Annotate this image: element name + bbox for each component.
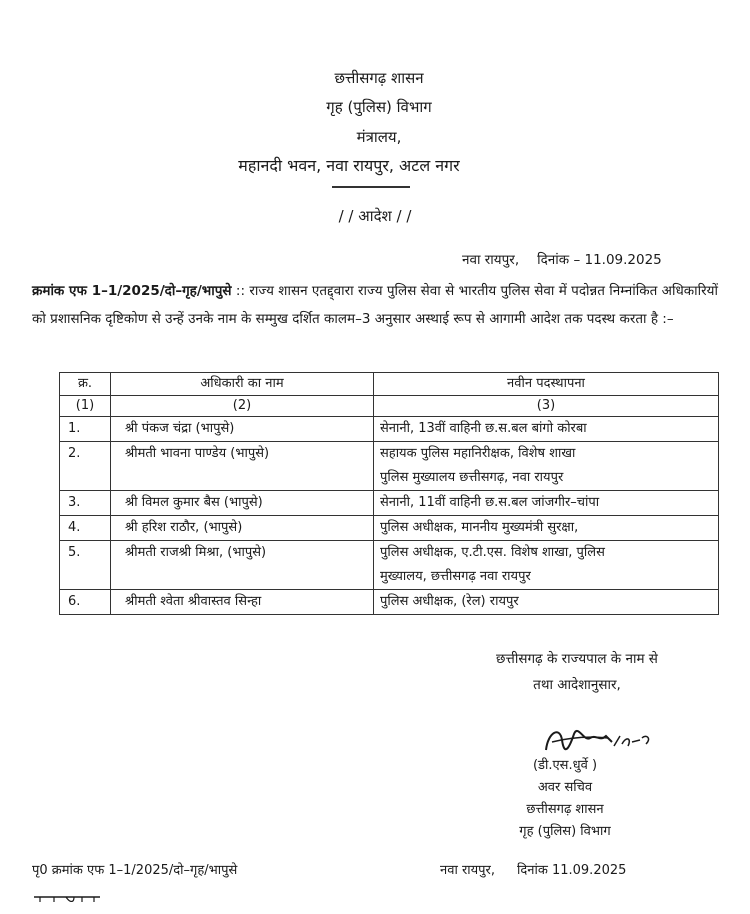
posting-line: सहायक पुलिस महानिरीक्षक, विशेष शाखा bbox=[380, 446, 576, 461]
order-date: दिनांक – 11.09.2025 bbox=[537, 252, 662, 268]
row-officer-name: श्रीमती राजश्री मिश्रा, (भापुसे) bbox=[111, 541, 374, 590]
table-row bbox=[60, 417, 719, 442]
department-name: गृह (पुलिस) विभाग bbox=[326, 98, 432, 116]
row-officer-name: श्रीमती भावना पाण्डेय (भापुसे) bbox=[111, 442, 374, 491]
table-row bbox=[60, 541, 719, 590]
ministry-name: मंत्रालय, bbox=[356, 128, 402, 146]
order-place: नवा रायपुर, bbox=[462, 252, 520, 268]
order-authority-line2: तथा आदेशानुसार, bbox=[533, 677, 621, 693]
table-row bbox=[60, 442, 719, 491]
row-serial: 1. bbox=[60, 417, 111, 442]
order-authority-line1: छत्तीसगढ़ के राज्यपाल के नाम से bbox=[496, 651, 658, 667]
officer-name: (डी.एस.धुर्वे ) bbox=[532, 758, 598, 773]
officer-department: गृह (पुलिस) विभाग bbox=[519, 824, 611, 839]
order-dateline bbox=[462, 250, 662, 268]
posting-line: सेनानी, 11वीं वाहिनी छ.स.बल जांजगीर–चांपा bbox=[380, 495, 600, 510]
table-row bbox=[60, 590, 719, 615]
row-serial: 2. bbox=[60, 442, 111, 491]
table-column-number-row bbox=[60, 396, 719, 417]
officer-designation: अवर सचिव bbox=[537, 780, 593, 795]
row-posting bbox=[374, 516, 719, 541]
endorsement-date: दिनांक 11.09.2025 bbox=[517, 863, 627, 878]
posting-line: मुख्यालय, छत्तीसगढ़ नवा रायपुर bbox=[380, 569, 531, 584]
col-number: (3) bbox=[374, 396, 719, 417]
posting-table bbox=[59, 372, 719, 615]
row-officer-name: श्री विमल कुमार बैस (भापुसे) bbox=[111, 491, 374, 516]
posting-line: पुलिस अधीक्षक, माननीय मुख्यमंत्री सुरक्षा, bbox=[380, 520, 579, 535]
posting-line: पुलिस अधीक्षक, ए.टी.एस. विशेष शाखा, पुलिस bbox=[380, 545, 605, 560]
order-body bbox=[32, 278, 718, 333]
col-number: (1) bbox=[60, 396, 111, 417]
order-authority bbox=[452, 646, 702, 698]
row-posting bbox=[374, 417, 719, 442]
header-officer-name: अधिकारी का नाम bbox=[111, 373, 374, 396]
table-row bbox=[60, 516, 719, 541]
header-new-posting: नवीन पदस्थापना bbox=[374, 373, 719, 396]
endorsement-dateline bbox=[440, 860, 626, 878]
row-officer-name: श्री हरिश राठौर, (भापुसे) bbox=[111, 516, 374, 541]
row-posting bbox=[374, 590, 719, 615]
row-serial: 4. bbox=[60, 516, 111, 541]
posting-line: पुलिस मुख्यालय छत्तीसगढ़, नवा रायपुर bbox=[380, 470, 564, 485]
order-reference: क्रमांक एफ 1–1/2025/दो–गृह/भापुसे bbox=[32, 283, 232, 299]
row-officer-name: श्री पंकज चंद्रा (भापुसे) bbox=[111, 417, 374, 442]
govt-name: छत्तीसगढ़ शासन bbox=[334, 69, 424, 87]
table-header-row bbox=[60, 373, 719, 396]
posting-line: सेनानी, 13वीं वाहिनी छ.स.बल बांगो कोरबा bbox=[380, 421, 587, 436]
col-number: (2) bbox=[111, 396, 374, 417]
order-title: / / आदेश / / bbox=[338, 207, 412, 225]
officer-government: छत्तीसगढ़ शासन bbox=[526, 802, 604, 817]
office-address: महानदी भवन, नवा रायपुर, अटल नगर bbox=[238, 156, 460, 175]
table-row bbox=[60, 491, 719, 516]
order-text: :: राज्य शासन एतद्द्वारा राज्य पुलिस सेवा से भारतीय पुलिस सेवा में पदोन्नत निम्नांकित अधिकारियों को प्रशासनिक दृष्टिकोण से उन्हें उनके नाम के सम्मुख दर्शित कालम–3 अनुसार अस्थाई रूप से आगामी आदेश तक पदस्थ करता है :– bbox=[32, 283, 718, 327]
row-serial: 6. bbox=[60, 590, 111, 615]
row-posting bbox=[374, 442, 719, 491]
row-posting bbox=[374, 491, 719, 516]
row-posting bbox=[374, 541, 719, 590]
header-divider bbox=[332, 186, 410, 188]
row-serial: 5. bbox=[60, 541, 111, 590]
endorsement-place: नवा रायपुर, bbox=[440, 863, 495, 878]
header-serial: क्र. bbox=[60, 373, 111, 396]
signing-officer bbox=[500, 755, 630, 843]
row-serial: 3. bbox=[60, 491, 111, 516]
endorsement-reference: पृ0 क्रमांक एफ 1–1/2025/दो–गृह/भापुसे bbox=[32, 863, 238, 878]
posting-line: पुलिस अधीक्षक, (रेल) रायपुर bbox=[380, 594, 519, 609]
row-officer-name: श्रीमती श्वेता श्रीवास्तव सिन्हा bbox=[111, 590, 374, 615]
cut-off-text-fragment bbox=[32, 890, 102, 902]
